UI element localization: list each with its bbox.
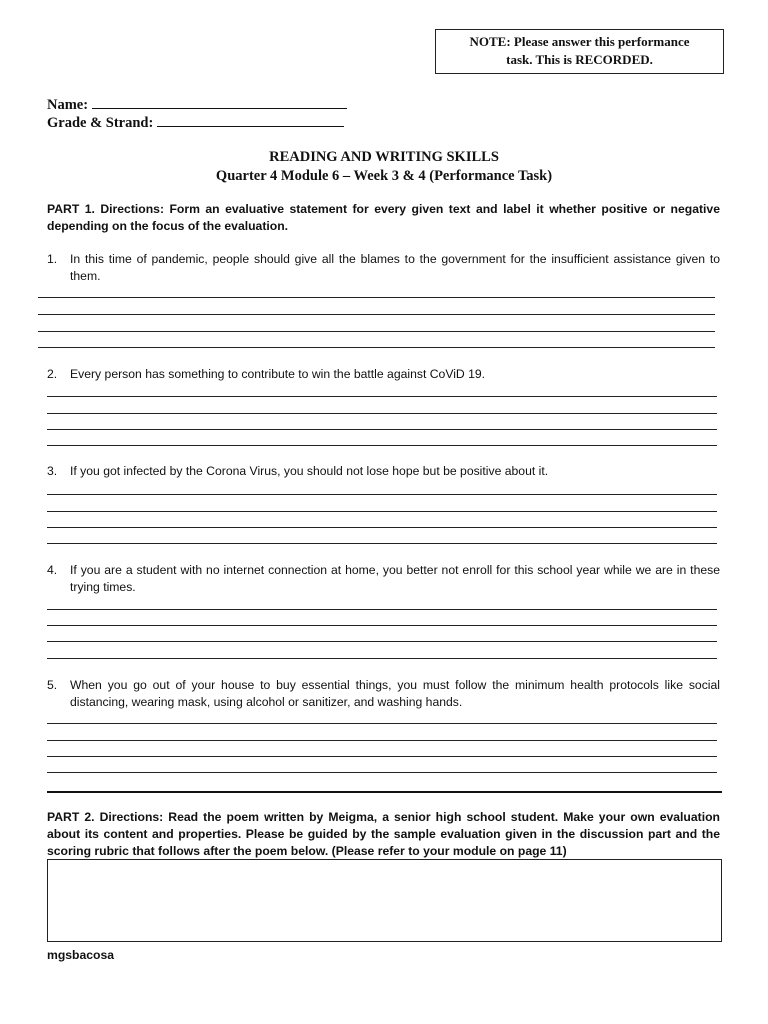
- question-item: [47, 562, 720, 596]
- item-text: If you got infected by the Corona Virus, you should not lose hope but be positive about it.: [70, 464, 549, 478]
- item-number: 5.: [47, 678, 58, 692]
- section-divider: [47, 791, 722, 793]
- answer-line[interactable]: [47, 641, 717, 642]
- answer-line[interactable]: [38, 314, 715, 315]
- answer-line[interactable]: [47, 772, 717, 773]
- item-text: If you are a student with no internet connection at home, you better not enroll for this school year while we are in these trying times.: [70, 563, 720, 594]
- note-box: [435, 29, 724, 74]
- item-number: 3.: [47, 464, 58, 478]
- item-text: When you go out of your house to buy essential things, you must follow the minimum health protocols like social distancing, wearing mask, using alcohol or sanitizer, and washing hands.: [70, 678, 720, 709]
- item-text: In this time of pandemic, people should give all the blames to the government for the insufficient assistance given to them.: [70, 252, 720, 283]
- document-subtitle: Quarter 4 Module 6 – Week 3 & 4 (Performance Task): [215, 168, 553, 184]
- document-title: READING AND WRITING SKILLS: [269, 149, 499, 165]
- answer-line[interactable]: [47, 413, 717, 414]
- grade-strand-blank[interactable]: [157, 114, 344, 127]
- grade-strand-field[interactable]: [47, 114, 344, 132]
- question-item: [47, 677, 720, 711]
- item-number: 4.: [47, 563, 58, 577]
- question-item: [47, 463, 720, 480]
- answer-line[interactable]: [47, 625, 717, 626]
- name-blank[interactable]: [92, 96, 347, 109]
- answer-line[interactable]: [47, 511, 717, 512]
- answer-line[interactable]: [47, 527, 717, 528]
- answer-line[interactable]: [47, 756, 717, 757]
- author-credit: mgsbacosa: [47, 948, 115, 962]
- answer-line[interactable]: [47, 723, 717, 724]
- answer-line[interactable]: [47, 494, 717, 495]
- answer-line[interactable]: [47, 740, 717, 741]
- question-item: [47, 251, 720, 285]
- answer-line[interactable]: [38, 297, 715, 298]
- answer-line[interactable]: [38, 347, 715, 348]
- part2-directions: PART 2. Directions: Read the poem written by Meigma, a senior high school student. Make your own evaluation about its content and properties. Please be guided by the sample evaluation given in the discussion part and the scoring rubric that follows after the poem below. (Please refer to your module on page 11): [47, 810, 720, 858]
- answer-line[interactable]: [47, 609, 717, 610]
- item-number: 1.: [47, 252, 58, 266]
- name-label: Name:: [47, 97, 89, 113]
- item-text: Every person has something to contribute to win the battle against CoViD 19.: [70, 367, 486, 381]
- answer-line[interactable]: [38, 331, 715, 332]
- note-line-1: NOTE: Please answer this performance: [469, 34, 690, 49]
- answer-line[interactable]: [47, 543, 717, 544]
- evaluation-answer-box[interactable]: [47, 859, 722, 942]
- item-number: 2.: [47, 367, 58, 381]
- name-field[interactable]: [47, 96, 347, 114]
- note-line-2: task. This is RECORDED.: [506, 52, 653, 67]
- grade-strand-label: Grade & Strand:: [47, 115, 154, 131]
- answer-line[interactable]: [47, 445, 717, 446]
- answer-line[interactable]: [47, 396, 717, 397]
- answer-line[interactable]: [47, 658, 717, 659]
- answer-line[interactable]: [47, 429, 717, 430]
- part1-directions: PART 1. Directions: Form an evaluative statement for every given text and label it whether positive or negative depending on the focus of the evaluation.: [47, 202, 720, 233]
- question-item: [47, 366, 720, 383]
